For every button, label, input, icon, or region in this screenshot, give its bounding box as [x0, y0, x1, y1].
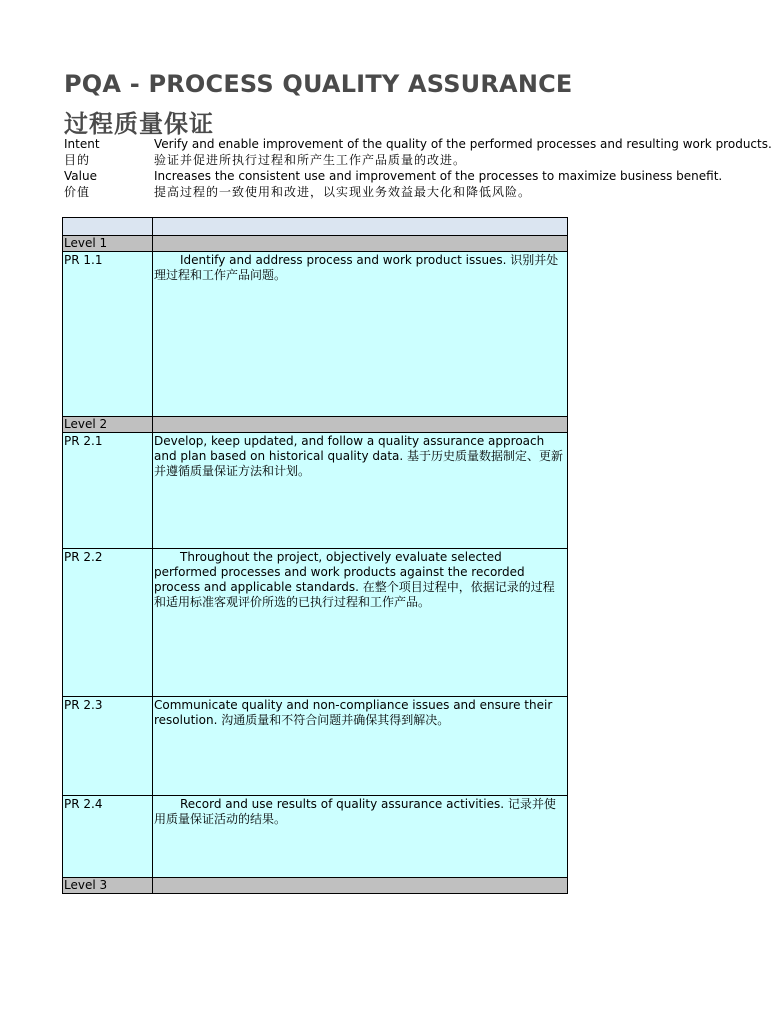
- level-label[interactable]: Level 3: [63, 878, 153, 894]
- table-row: [63, 549, 568, 697]
- value-label: Value: [64, 169, 97, 183]
- level-row: [63, 236, 568, 252]
- intent-label-cn: 目的: [64, 153, 91, 167]
- value-text-cn: 提高过程的一致使用和改进，以实现业务效益最大化和降低风险。: [154, 185, 532, 199]
- practice-table: [62, 217, 568, 894]
- practice-text-cell[interactable]: [153, 796, 568, 878]
- value-label-cn: 价值: [64, 185, 91, 199]
- practice-text: Develop, keep updated, and follow a quality assurance approach and plan based on historical quality data. 基于历史质量数据制定、更新并遵循质量保证方法和计划。: [154, 434, 564, 478]
- practice-id[interactable]: PR 1.1: [63, 252, 153, 417]
- level-text[interactable]: [153, 236, 568, 252]
- header-cell-1[interactable]: [63, 218, 153, 236]
- table-row: [63, 796, 568, 878]
- level-row: [63, 878, 568, 894]
- level-label[interactable]: Level 2: [63, 417, 153, 433]
- practice-text: Record and use results of quality assurance activities. 记录并使用质量保证活动的结果。: [154, 797, 556, 826]
- level-label[interactable]: Level 1: [63, 236, 153, 252]
- practice-text-cell[interactable]: [153, 549, 568, 697]
- page-subtitle: 过程质量保证: [64, 110, 214, 138]
- practice-text: Identify and address process and work product issues. 识别并处理过程和工作产品问题。: [154, 253, 559, 282]
- intent-label: Intent: [64, 137, 100, 151]
- practice-id[interactable]: PR 2.3: [63, 697, 153, 796]
- practice-text: Throughout the project, objectively evaluate selected performed processes and work products against the recorded process and applicable standards. 在整个项目过程中，依据记录的过程和适用标准客观评价所选的已执行过程和工作产品。: [154, 550, 555, 609]
- table-header-row: [63, 218, 568, 236]
- level-row: [63, 417, 568, 433]
- print-area: [62, 60, 772, 940]
- intent-text: Verify and enable improvement of the quality of the performed processes and resulting work products.: [154, 137, 772, 151]
- page-title: PQA - PROCESS QUALITY ASSURANCE: [64, 70, 573, 98]
- practice-id[interactable]: PR 2.2: [63, 549, 153, 697]
- table-row: [63, 252, 568, 417]
- practice-text-cell[interactable]: [153, 697, 568, 796]
- practice-text-cell[interactable]: [153, 433, 568, 549]
- intent-text-cn: 验证并促进所执行过程和所产生工作产品质量的改进。: [154, 153, 467, 167]
- practice-id[interactable]: PR 2.1: [63, 433, 153, 549]
- practice-text-cell[interactable]: [153, 252, 568, 417]
- level-text[interactable]: [153, 417, 568, 433]
- table-row: [63, 433, 568, 549]
- practice-text: Communicate quality and non-compliance issues and ensure their resolution. 沟通质量和不符合问题并确保其得到解决。: [154, 698, 553, 727]
- value-text: Increases the consistent use and improvement of the processes to maximize business benefit.: [154, 169, 723, 183]
- header-cell-2[interactable]: [153, 218, 568, 236]
- level-text[interactable]: [153, 878, 568, 894]
- table-row: [63, 697, 568, 796]
- practice-id[interactable]: PR 2.4: [63, 796, 153, 878]
